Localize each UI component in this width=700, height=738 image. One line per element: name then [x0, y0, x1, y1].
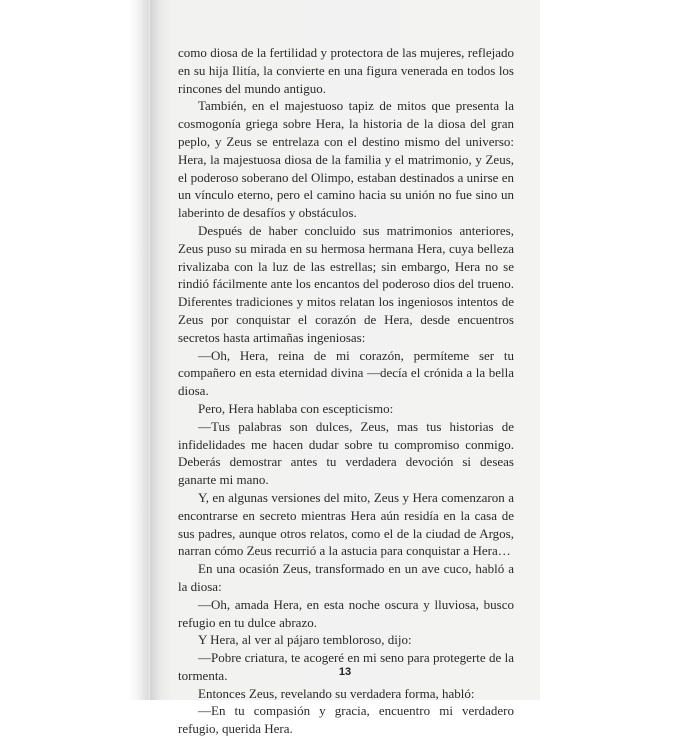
- paragraph: Pero, Hera hablaba con escepticismo:: [198, 400, 394, 416]
- page-margin-left: [0, 0, 150, 700]
- paragraph: Entonces Zeus, revelando su verdadera forma, habló:: [198, 685, 475, 701]
- paragraph: Y, en algunas versiones del mito, Zeus y Hera comenzaron a encontrarse en secreto mientras Hera aún residía en la casa de sus padres, aunque otros relatos, como el de la ciudad de Argos, narran cómo Zeus recurrió a la astucia para conquistar a Hera…: [178, 489, 514, 559]
- dialogue-line: —Pobre criatura, te acogeré en mi seno para protegerte de la tormenta.: [178, 650, 514, 683]
- paragraph: Y Hera, al ver al pájaro tembloroso, dijo:: [198, 632, 412, 648]
- dialogue-line: —Tus palabras son dulces, Zeus, mas tus historias de infidelidades me hacen dudar sobre tu compromiso conmigo. Deberás demostrar antes tu verdadera devoción si deseas ganarte mi mano.: [178, 418, 514, 488]
- dialogue-line: —Oh, amada Hera, en esta noche oscura y lluviosa, busco refugio en tu dulce abrazo.: [178, 596, 514, 630]
- paragraph: En una ocasión Zeus, transformado en un ave cuco, habló a la diosa:: [178, 561, 514, 594]
- paragraph: como diosa de la fertilidad y protectora de las mujeres, reflejado en su hija Ilitía, la convierte en una figura venerada en todos los rincones del mundo antiguo.: [178, 45, 514, 96]
- page-number: 13: [338, 666, 352, 678]
- dialogue-line: —Oh, Hera, reina de mi corazón, permíteme ser tu compañero en esta eternidad divina —decía el crónida a la bella diosa.: [178, 347, 514, 399]
- body-text: [178, 44, 514, 738]
- dialogue-line: —En tu compasión y gracia, encuentro mi verdadero refugio, querida Hera.: [178, 703, 514, 737]
- page-margin-right: [540, 0, 700, 700]
- paragraph: Después de haber concluido sus matrimonios anteriores, Zeus puso su mirada en su hermosa hermana Hera, cuya belleza rivalizaba con la luz de las estrellas; sin embargo, Hera no se rindió fácilmente ante los encantos del poderoso dios del trueno. Diferentes tradiciones y mitos relatan los ingeniosos intentos de Zeus por conquistar el corazón de Hera, desde encuentros secretos hasta artimañas ingeniosas:: [178, 222, 514, 345]
- paragraph: También, en el majestuoso tapiz de mitos que presenta la cosmogonía griega sobre Hera, la historia de la diosa del gran peplo, y Zeus se entrelaza con el destino mismo del universo: Hera, la majestuosa diosa de la familia y el matrimonio, y Zeus, el poderoso soberano del Olimpo, estaban destinados a unirse en un vínculo eterno, pero el camino hacia su unión no fue sino un laberinto de desafíos y obstáculos.: [178, 98, 514, 221]
